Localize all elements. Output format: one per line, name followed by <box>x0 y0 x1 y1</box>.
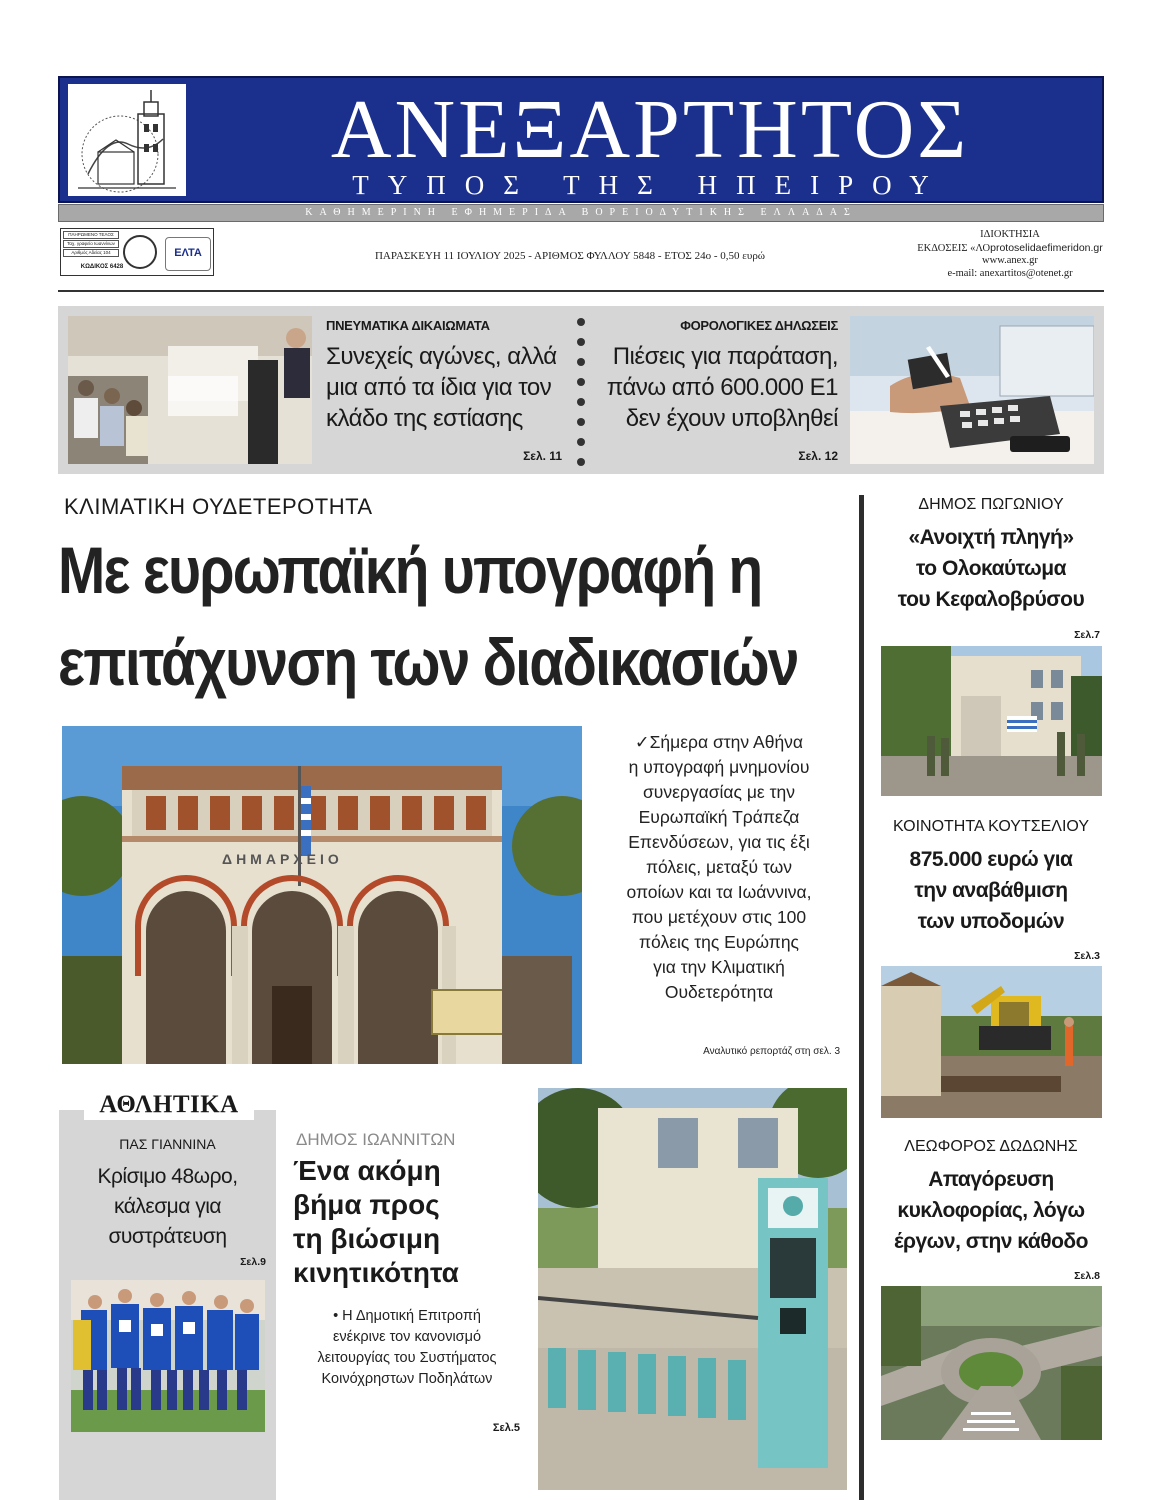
sidebar-3-headline[interactable] <box>870 1164 1112 1257</box>
main-story-kicker: ΚΛΙΜΑΤΙΚΗ ΟΥΔΕΤΕΡΟΤΗΤΑ <box>64 494 373 519</box>
column-divider <box>859 495 864 1500</box>
teaser-2[interactable] <box>596 318 838 434</box>
publisher-line <box>890 242 1130 256</box>
bottom-headline-line-2: βήμα προς <box>293 1189 440 1220</box>
sidebar-2-headline[interactable] <box>870 844 1112 937</box>
bottom-headline-line-1: Ένα ακόμη <box>293 1155 441 1186</box>
bottom-headline-line-4: κινητικότητα <box>293 1257 459 1288</box>
teaser-2-photo[interactable] <box>850 316 1094 464</box>
bottom-body-line-3: λειτουργίας του Συστήματος <box>317 1350 497 1366</box>
sidebar-2-photo[interactable] <box>881 966 1102 1118</box>
main-story-body <box>588 730 850 1005</box>
teaser-1-line-2: μια από τα ίδια για τον <box>326 374 552 401</box>
sidebar-2-kicker: ΚΟΙΝΟΤΗΤΑ ΚΟΥΤΣΕΛΙΟΥ <box>892 818 1090 835</box>
teaser-2-kicker: ΦΟΡΟΛΟΓΙΚΕΣ ΔΗΛΩΣΕΙΣ <box>680 318 838 333</box>
bottom-body-line-4: Κοινόχρηστων Ποδηλάτων <box>321 1371 493 1387</box>
bottom-body-line-2: ενέκρινε τον κανονισμό <box>332 1329 482 1345</box>
teaser-divider-dots <box>576 318 586 468</box>
teaser-1-page: Σελ. 11 <box>523 449 562 463</box>
logo <box>68 84 186 196</box>
stamp-line-2: Ταχ. γραφείο Ιωαννίνων <box>63 240 119 248</box>
divider <box>58 290 1104 292</box>
bottom-body-line-1: • Η Δημοτική Επιτροπή <box>333 1308 481 1324</box>
main-body-line-4: Ευρωπαϊκή Τράπεζα <box>638 807 800 827</box>
tagline-bar: ΚΑΘΗΜΕΡΙΝΗ ΕΦΗΜΕΡΙΔΑ ΒΟΡΕΙΟΔΥΤΙΚΗΣ ΕΛΛΑΔΑΣ <box>58 204 1104 222</box>
bottom-story-headline[interactable] <box>293 1154 523 1290</box>
stamp-line-1: ΠΛΗΡΩΜΕΝΟ ΤΕΛΟΣ <box>63 231 119 239</box>
sidebar-2-line-3: των υποδομών <box>917 910 1065 933</box>
bottom-story-kicker: ΔΗΜΟΣ ΙΩΑΝΝΙΤΩΝ <box>296 1130 456 1149</box>
sports-section-label: ΑΘΛΗΤΙΚΑ <box>84 1090 254 1120</box>
bottom-headline-line-3: τη βιώσιμη <box>293 1223 441 1254</box>
main-body-line-8: που μετέχουν στις 100 <box>631 907 807 927</box>
main-body-line-2: η υπογραφή μνημονίου <box>628 757 810 777</box>
sidebar-1-photo[interactable] <box>881 646 1102 796</box>
stamp-code: ΚΩΔΙΚΟΣ 6428 <box>80 264 124 270</box>
email-link[interactable]: e-mail: anexartitos@otenet.gr <box>947 267 1073 279</box>
main-story-photo[interactable] <box>62 726 582 1064</box>
sidebar-3-line-3: έργων, στην κάθοδο <box>894 1230 1088 1253</box>
sidebar-1-headline[interactable] <box>870 522 1112 615</box>
main-body-line-7: οποίων και τα Ιωάννινα, <box>626 882 812 902</box>
main-body-line-10: για την Κλιματική <box>653 957 785 977</box>
sports-line-3: συστράτευση <box>108 1225 227 1248</box>
sports-photo[interactable] <box>71 1280 265 1432</box>
sidebar-1-page: Σελ.7 <box>1074 629 1100 641</box>
sidebar-2-page: Σελ.3 <box>1074 950 1100 962</box>
main-body-line-9: πόλεις της Ευρώπης <box>638 932 799 952</box>
bottom-story-photo[interactable] <box>538 1088 847 1490</box>
sidebar-2-line-2: την αναβάθμιση <box>914 879 1068 902</box>
teaser-1-kicker: ΠΝΕΥΜΑΤΙΚΑ ΔΙΚΑΙΩΜΑΤΑ <box>326 318 490 333</box>
sidebar-3-line-2: κυκλοφορίας, λόγω <box>897 1199 1085 1222</box>
sidebar-2-line-1: 875.000 ευρώ για <box>909 848 1073 871</box>
newspaper-subtitle: ΤΥΠΟΣ ΤΗΣ ΗΠΕΙΡΟΥ <box>352 170 948 200</box>
main-body-line-6: πόλεις, μεταξύ των <box>645 857 793 877</box>
sports-page: Σελ.9 <box>240 1256 266 1268</box>
teaser-1[interactable] <box>326 318 566 434</box>
photo-sign-text: ΔΗΜΑΡΧΕΙΟ <box>222 851 343 867</box>
dateline: ΠΑΡΑΣΚΕΥΗ 11 ΙΟΥΛΙΟΥ 2025 - ΑΡΙΘΜΟΣ ΦΥΛΛΟΥ 5848 - ΕΤΟΣ 24ο - 0,50 ευρώ <box>374 250 766 262</box>
masthead <box>58 76 1104 203</box>
bottom-story-body <box>292 1306 522 1390</box>
sports-line-2: κάλεσμα για <box>113 1195 222 1218</box>
sidebar-1-line-2: το Ολοκαύτωμα <box>916 557 1066 580</box>
teaser-2-line-1: Πιέσεις για παράταση, <box>612 343 838 370</box>
sidebar-1-kicker: ΔΗΜΟΣ ΠΩΓΩΝΙΟΥ <box>918 496 1064 513</box>
teaser-1-line-1: Συνεχείς αγώνες, αλλά <box>326 343 557 370</box>
main-headline-line-1: Με ευρωπαϊκή υπογραφή η <box>58 533 762 607</box>
sidebar-1-line-3: του Κεφαλοβρύσου <box>897 588 1085 611</box>
teaser-2-line-2: πάνω από 600.000 Ε1 <box>606 374 838 401</box>
watermark-text: protoselidaefimeridon.gr <box>990 241 1103 254</box>
stamp-line-3: Αριθμός Αδείας 104 <box>63 249 119 257</box>
sidebar-3-line-1: Απαγόρευση <box>928 1168 1054 1191</box>
teaser-2-headline <box>596 341 838 434</box>
main-headline-line-2: επιτάχυνση των διαδικασιών <box>58 625 798 699</box>
main-body-line-11: Ουδετερότητα <box>664 982 774 1002</box>
main-body-line-1: ✓Σήμερα στην Αθήνα <box>634 732 804 752</box>
main-body-line-5: Επενδύσεων, για τις έξι <box>628 832 810 852</box>
teaser-2-page: Σελ. 12 <box>798 449 838 463</box>
sidebar-3-page: Σελ.8 <box>1074 1270 1100 1282</box>
teaser-1-headline <box>326 341 566 434</box>
website-link[interactable]: www.anex.gr <box>982 255 1038 266</box>
main-story-page-ref: Αναλυτικό ρεπορτάζ στη σελ. 3 <box>703 1046 840 1057</box>
sidebar-1-line-1: «Ανοιχτή πληγή» <box>908 526 1074 549</box>
bottom-story-page: Σελ.5 <box>492 1422 520 1434</box>
teaser-1-photo[interactable] <box>68 316 312 464</box>
teaser-2-line-3: δεν έχουν υποβληθεί <box>625 405 838 432</box>
sports-line-1: Κρίσιμο 48ωρο, <box>97 1165 238 1188</box>
main-story-headline[interactable] <box>58 524 798 708</box>
contact-block <box>890 229 1130 280</box>
publisher-name: ΕΚΔΟΣΕΙΣ «ΛΟ <box>917 242 991 254</box>
teaser-1-line-3: κλάδο της εστίασης <box>326 405 523 432</box>
sports-headline[interactable] <box>59 1162 276 1252</box>
sports-kicker: ΠΑΣ ΓΙΑΝΝΙΝΑ <box>119 1136 216 1152</box>
ownership-label: ΙΔΙΟΚΤΗΣΙΑ <box>980 229 1040 240</box>
sidebar-3-photo[interactable] <box>881 1286 1102 1440</box>
newspaper-title: ΑΝΕΞΑΡΤΗΤΟΣ <box>330 83 970 176</box>
sidebar-3-kicker: ΛΕΩΦΟΡΟΣ ΔΩΔΩΝΗΣ <box>904 1138 1078 1155</box>
elta-logo: ΕΛΤΑ <box>165 237 211 271</box>
main-body-line-3: συνεργασίας με την <box>643 782 795 802</box>
